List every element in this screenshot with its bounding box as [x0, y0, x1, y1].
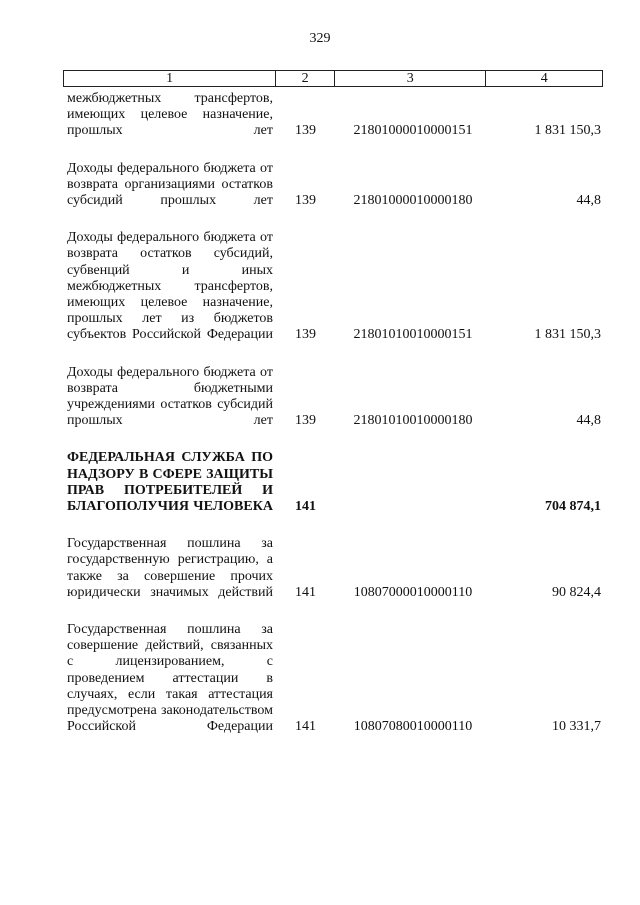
table-row-section-heading [63, 450, 603, 515]
row-admin-code: 141 [295, 719, 316, 735]
row-description: Государственная пошлина за государственную регистрацию, а также за совершение прочих юридически значимых действий [67, 536, 273, 600]
header-col-2: 2 [275, 71, 334, 86]
row-budget-code: 21801010010000180 [353, 413, 473, 429]
table-row [63, 91, 603, 140]
table-row [63, 365, 603, 430]
table-row [63, 536, 603, 601]
row-amount: 44,8 [576, 413, 601, 429]
header-col-3: 3 [334, 71, 485, 86]
row-admin-code: 141 [295, 584, 316, 600]
table-row [63, 622, 603, 735]
row-description: Доходы федерального бюджета от возврата бюджетными учреждениями остатков субсидий прошлых лет [67, 364, 273, 429]
row-amount: 10 331,7 [552, 719, 601, 735]
row-budget-code: 21801010010000151 [353, 327, 473, 343]
row-amount: 44,8 [576, 193, 601, 209]
row-budget-code: 21801000010000151 [353, 123, 473, 139]
table-header [63, 70, 603, 87]
row-amount: 90 824,4 [552, 584, 601, 600]
row-description: Доходы федерального бюджета от возврата организациями остатков субсидий прошлых лет [67, 160, 273, 209]
row-amount: 704 874,1 [545, 499, 601, 515]
row-admin-code: 141 [295, 499, 316, 515]
row-budget-code: 10807000010000110 [353, 584, 473, 600]
row-admin-code: 139 [295, 413, 316, 429]
row-admin-code: 139 [295, 123, 316, 139]
header-col-1: 1 [166, 71, 174, 86]
row-amount: 1 831 150,3 [534, 123, 601, 139]
row-description: межбюджетных трансфертов, имеющих целевое назначение, прошлых лет [67, 91, 273, 139]
page-number: 329 [309, 31, 331, 46]
table-row [63, 161, 603, 210]
header-col-4: 4 [485, 71, 602, 86]
row-description: Доходы федерального бюджета от возврата остатков субсидий, субвенций и иных межбюджетных трансфертов, имеющих целевое назначение, прошлых лет из бюджетов субъектов Российской Федерации [67, 230, 273, 343]
row-description: ФЕДЕРАЛЬНАЯ СЛУЖБА ПО НАДЗОРУ В СФЕРЕ ЗАЩИТЫ ПРАВ ПОТРЕБИТЕЛЕЙ И БЛАГОПОЛУЧИЯ ЧЕЛОВЕКА [67, 450, 273, 515]
table-row [63, 230, 603, 343]
row-amount: 1 831 150,3 [534, 327, 601, 343]
row-budget-code: 21801000010000180 [353, 193, 473, 209]
row-admin-code: 139 [295, 327, 316, 343]
revenue-table [63, 70, 603, 757]
row-description: Государственная пошлина за совершение действий, связанных с лицензированием, с проведением аттестации в случаях, если такая аттестация предусмотрена законодательством Российской Федерации [67, 622, 273, 735]
row-admin-code: 139 [295, 193, 316, 209]
row-budget-code: 10807080010000110 [353, 719, 473, 735]
